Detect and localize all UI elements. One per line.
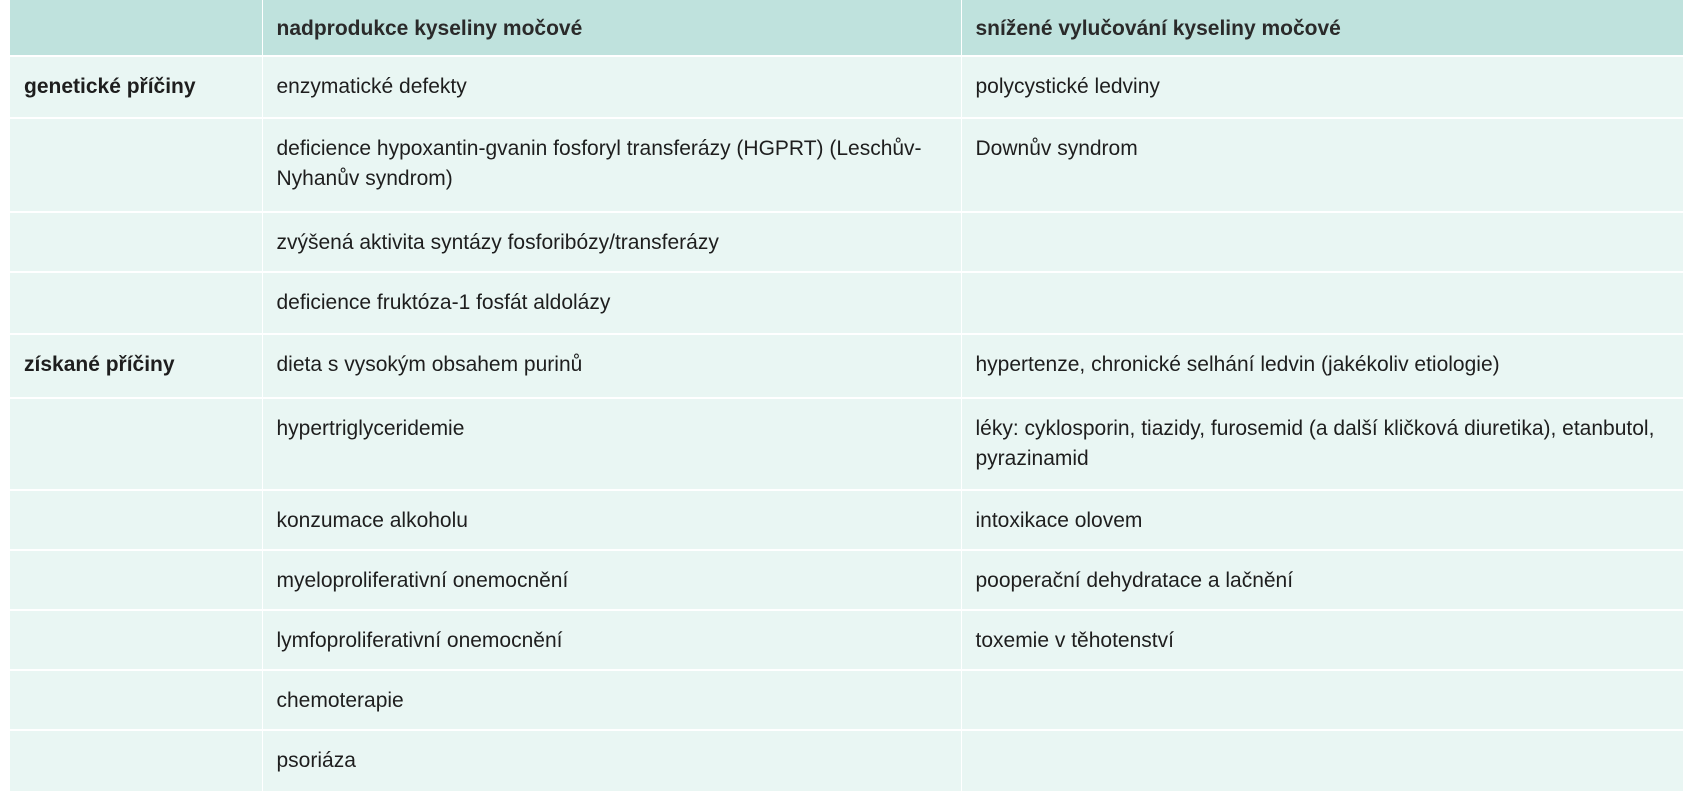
cell-reduced-excretion: léky: cyklosporin, tiazidy, furosemid (a další kličková diuretika), etanbutol, pyrazinamid [961,398,1683,490]
header-row [10,0,1683,56]
group-cell-empty [10,730,262,792]
group-cell-empty [10,610,262,670]
cell-overproduction: konzumace alkoholu [262,490,961,550]
cell-reduced-excretion: hypertenze, chronické selhání ledvin (jakékoliv etiologie) [961,334,1683,398]
header-overproduction: nadprodukce kyseliny močové [262,0,961,56]
cell-overproduction: zvýšená aktivita syntázy fosforibózy/transferázy [262,212,961,272]
header-reduced-excretion: snížené vylučování kyseliny močové [961,0,1683,56]
cell-reduced-excretion [961,670,1683,730]
causes-table [10,0,1684,793]
cell-overproduction: lymfoproliferativní onemocnění [262,610,961,670]
group-cell-empty [10,272,262,334]
cell-overproduction: enzymatické defekty [262,56,961,118]
table-row [10,550,1683,610]
group-cell-empty [10,212,262,272]
cell-overproduction: deficience hypoxantin-gvanin fosforyl transferázy (HGPRT) (Leschův-Nyhanův syndrom) [262,118,961,212]
cell-overproduction: hypertriglyceridemie [262,398,961,490]
table-row [10,670,1683,730]
cell-reduced-excretion [961,272,1683,334]
table-row [10,610,1683,670]
group-cell-empty [10,118,262,212]
group-cell-empty [10,550,262,610]
table-row [10,334,1683,398]
table-row [10,212,1683,272]
cell-reduced-excretion: toxemie v těhotenství [961,610,1683,670]
table-row [10,272,1683,334]
table-row [10,118,1683,212]
header-cell-empty [10,0,262,56]
cell-overproduction: dieta s vysokým obsahem purinů [262,334,961,398]
cell-overproduction: deficience fruktóza-1 fosfát aldolázy [262,272,961,334]
table-row [10,398,1683,490]
cell-overproduction: chemoterapie [262,670,961,730]
cell-overproduction: myeloproliferativní onemocnění [262,550,961,610]
group-label-acquired: získané příčiny [10,334,262,398]
group-cell-empty [10,398,262,490]
cell-reduced-excretion: polycystické ledviny [961,56,1683,118]
group-cell-empty [10,490,262,550]
cell-reduced-excretion [961,212,1683,272]
cell-reduced-excretion: pooperační dehydratace a lačnění [961,550,1683,610]
table-row [10,56,1683,118]
table-row [10,490,1683,550]
cell-overproduction: psoriáza [262,730,961,792]
group-cell-empty [10,670,262,730]
cell-reduced-excretion [961,730,1683,792]
cell-reduced-excretion: intoxikace olovem [961,490,1683,550]
cell-reduced-excretion: Downův syndrom [961,118,1683,212]
table-row [10,730,1683,792]
group-label-genetic: genetické příčiny [10,56,262,118]
